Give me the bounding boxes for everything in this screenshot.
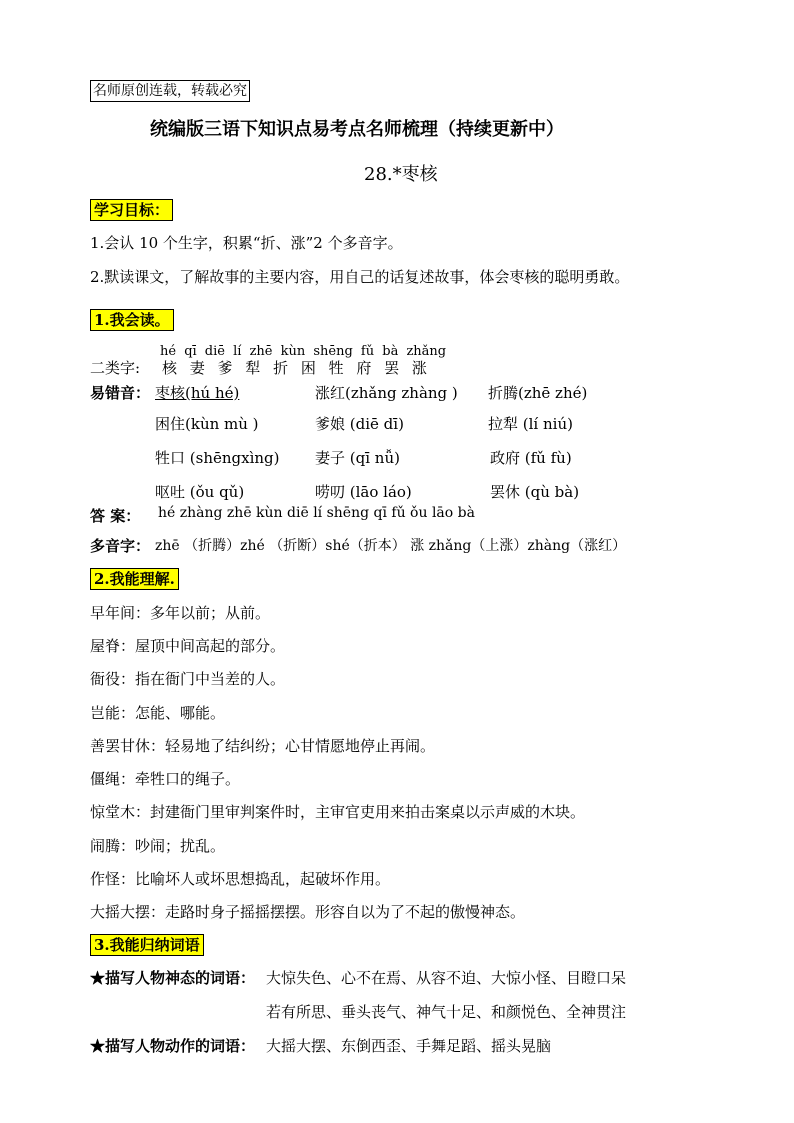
goals-heading: 学习目标： <box>90 199 173 221</box>
definition-item: 岂能：怎能、哪能。 <box>90 704 226 722</box>
definition-item: 衙役：指在衙门中当差的人。 <box>90 670 286 688</box>
confusing-item <box>155 481 244 502</box>
pinyin-row: hé qī diē lí zhē kùn shēng fǔ bà zhǎng <box>160 344 447 359</box>
answer-label: 答 案： <box>90 507 141 525</box>
definition-item: 僵绳：牵牲口的绳子。 <box>90 770 241 788</box>
definition-item: 大摇大摆：走路时身子摇摇摆摆。形容自以为了不起的傲慢神态。 <box>90 903 526 921</box>
class2-label: 二类字: <box>90 359 141 377</box>
page-title: 统编版三语下知识点易考点名师梳理（持续更新中） <box>150 119 564 140</box>
confusing-word: 唠叨 (lāo láo) <box>315 483 412 501</box>
class2-chars: 核 妻 爹 犁 折 困 牲 府 罢 涨 <box>162 359 427 377</box>
confusing-item <box>155 447 280 468</box>
polyphone-label: 多音字： <box>90 537 151 555</box>
confusing-word: 爹娘 (diē dī) <box>315 415 404 433</box>
confusing-item <box>488 382 587 403</box>
confusing-word: 呕吐 (ǒu qǔ) <box>155 483 245 501</box>
action-words-line1: 大摇大摆、东倒西歪、手舞足蹈、摇头晃脑 <box>266 1037 552 1055</box>
confusing-item <box>490 481 579 502</box>
action-label: ★描写人物动作的词语： <box>90 1037 256 1055</box>
definition-item: 早年间：多年以前；从前。 <box>90 604 271 622</box>
confusing-item <box>315 447 400 468</box>
confusing-word: 妻子 (qī nǚ) <box>315 449 400 467</box>
confusing-word: 拉犁 (lí niú) <box>488 415 573 433</box>
lesson-title: 28.*枣核 <box>364 164 438 185</box>
copyright-notice: 名师原创连载，转载必究 <box>90 80 250 102</box>
expression-words-line1: 大惊失色、心不在焉、从容不迫、大惊小怪、目瞪口呆 <box>266 969 627 987</box>
read-heading: 1.我会读。 <box>90 309 174 331</box>
goal-item-2: 2.默读课文，了解故事的主要内容，用自己的话复述故事，体会枣核的聪明勇敢。 <box>90 268 630 286</box>
understand-heading: 2.我能理解. <box>90 568 179 590</box>
confusing-word: 折腾(zhē zhé) <box>488 384 588 402</box>
expression-label: ★描写人物神态的词语： <box>90 969 256 987</box>
confusing-word: 困住(kùn mù ) <box>155 415 259 433</box>
definition-item: 作怪：比喻坏人或坏思想捣乱，起破坏作用。 <box>90 870 391 888</box>
confusing-label: 易错音： <box>90 384 151 402</box>
confusing-item <box>155 382 239 403</box>
confusing-item <box>155 413 259 434</box>
confusing-item <box>315 413 404 434</box>
definition-item: 惊堂木：封建衙门里审判案件时，主审官吏用来拍击案桌以示声威的木块。 <box>90 803 586 821</box>
confusing-word: 涨红(zhǎng zhàng ) <box>315 384 458 402</box>
words-heading: 3.我能归纳词语 <box>90 934 204 956</box>
goal-item-1: 1.会认 10 个生字，积累“折、涨”2 个多音字。 <box>90 234 403 252</box>
polyphone-text: zhē （折腾）zhé （折断）shé（折本） 涨 zhǎng（上涨）zhàng（涨红） <box>155 538 627 554</box>
definition-item: 屋脊：屋顶中间高起的部分。 <box>90 637 286 655</box>
definition-item: 闹腾：吵闹；扰乱。 <box>90 837 226 855</box>
confusing-item <box>488 413 573 434</box>
expression-words-line2: 若有所思、垂头丧气、神气十足、和颜悦色、全神贯注 <box>266 1003 627 1021</box>
confusing-word: 枣核(hú hé) <box>155 384 240 402</box>
confusing-word: 罢休 (qù bà) <box>490 483 580 501</box>
confusing-word: 政府 (fǔ fù) <box>490 449 572 467</box>
definition-item: 善罢甘休：轻易地了结纠纷；心甘情愿地停止再闹。 <box>90 737 436 755</box>
confusing-item <box>315 481 412 502</box>
confusing-word: 牲口 (shēngxìng) <box>155 449 280 467</box>
answer-text: hé zhàng zhē kùn diē lí shēng qī fǔ ǒu lāo bà <box>158 505 475 521</box>
confusing-item <box>315 382 458 403</box>
confusing-item <box>490 447 572 468</box>
